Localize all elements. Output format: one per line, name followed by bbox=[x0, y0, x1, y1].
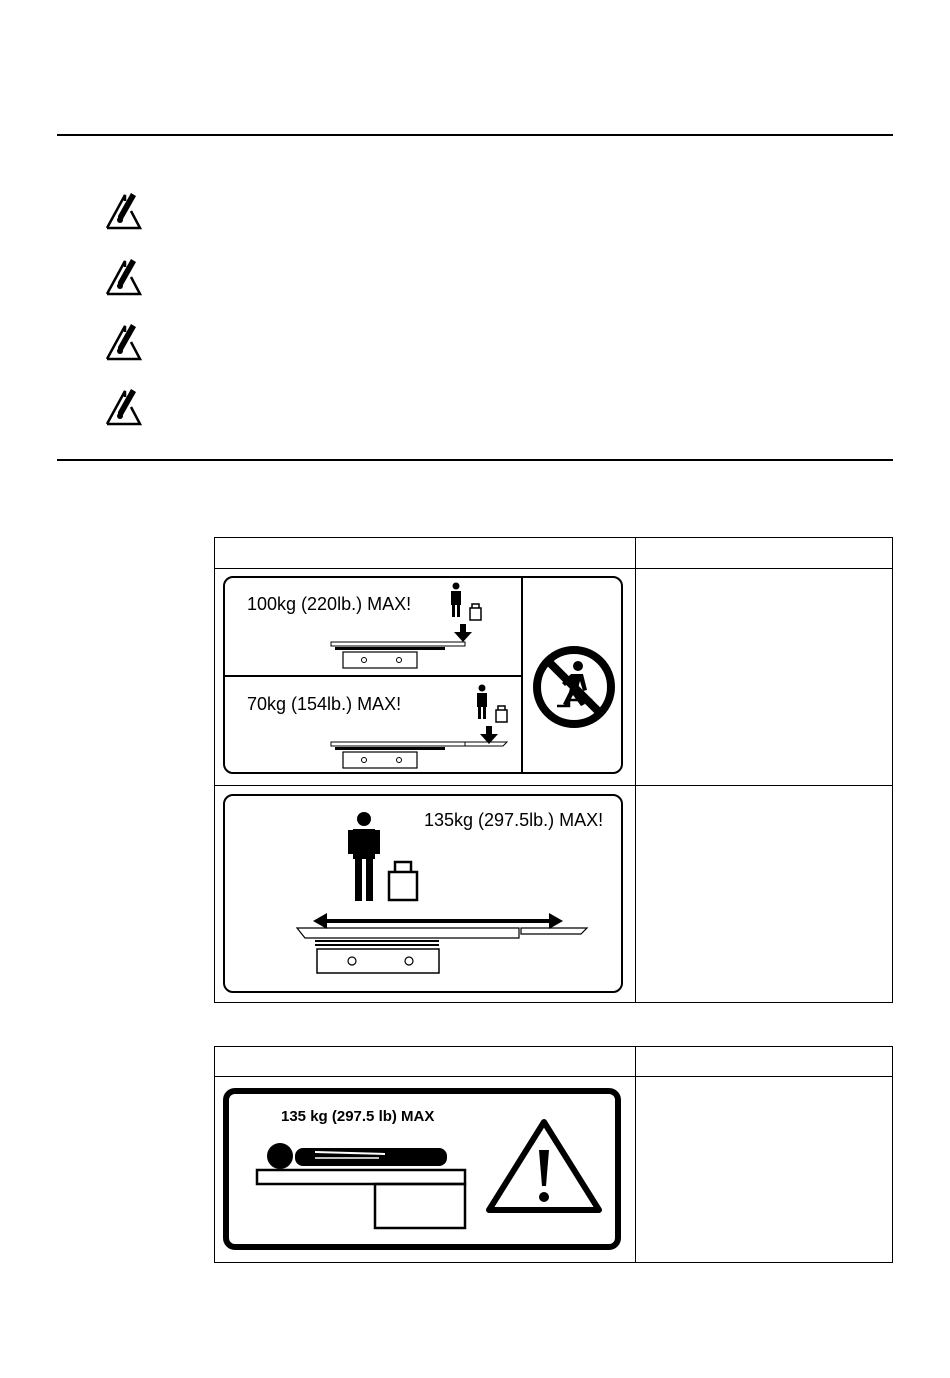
top-load-limit-text: 100kg (220lb.) MAX! bbox=[247, 594, 412, 614]
row-divider bbox=[215, 785, 892, 786]
patient-on-table-icon bbox=[257, 1138, 473, 1232]
no-stepping-icon bbox=[531, 644, 617, 730]
max-load-text: 135kg (297.5lb.) MAX! bbox=[424, 810, 604, 830]
table-extended-drawing bbox=[331, 742, 511, 772]
pencil-note-icon bbox=[103, 257, 143, 297]
label-a-vertical-divider bbox=[521, 578, 523, 772]
label-table-1 bbox=[214, 537, 893, 1003]
table-extended-drawing bbox=[297, 928, 597, 978]
header-divider bbox=[215, 568, 892, 569]
patient-load-label bbox=[223, 1088, 621, 1250]
pencil-note-icon bbox=[103, 387, 143, 427]
label-table-2 bbox=[214, 1046, 893, 1263]
header-divider bbox=[215, 1076, 892, 1077]
patient-max-load-text: 135 kg (297.5 lb) MAX bbox=[281, 1108, 435, 1125]
table-top-drawing bbox=[331, 642, 471, 672]
column-divider bbox=[635, 1047, 636, 1262]
pencil-note-icon bbox=[103, 191, 143, 231]
down-arrow-icon bbox=[453, 624, 473, 644]
warning-triangle-icon bbox=[485, 1118, 603, 1214]
column-divider bbox=[635, 538, 636, 1002]
top-rule bbox=[57, 134, 893, 136]
pencil-note-icon bbox=[103, 322, 143, 362]
label-a-horizontal-divider bbox=[225, 675, 521, 677]
bottom-rule bbox=[57, 459, 893, 461]
load-limit-label-b bbox=[223, 794, 623, 993]
load-limit-label-a bbox=[223, 576, 623, 774]
person-weight-icon bbox=[345, 810, 425, 906]
bottom-load-limit-text: 70kg (154lb.) MAX! bbox=[247, 694, 402, 714]
